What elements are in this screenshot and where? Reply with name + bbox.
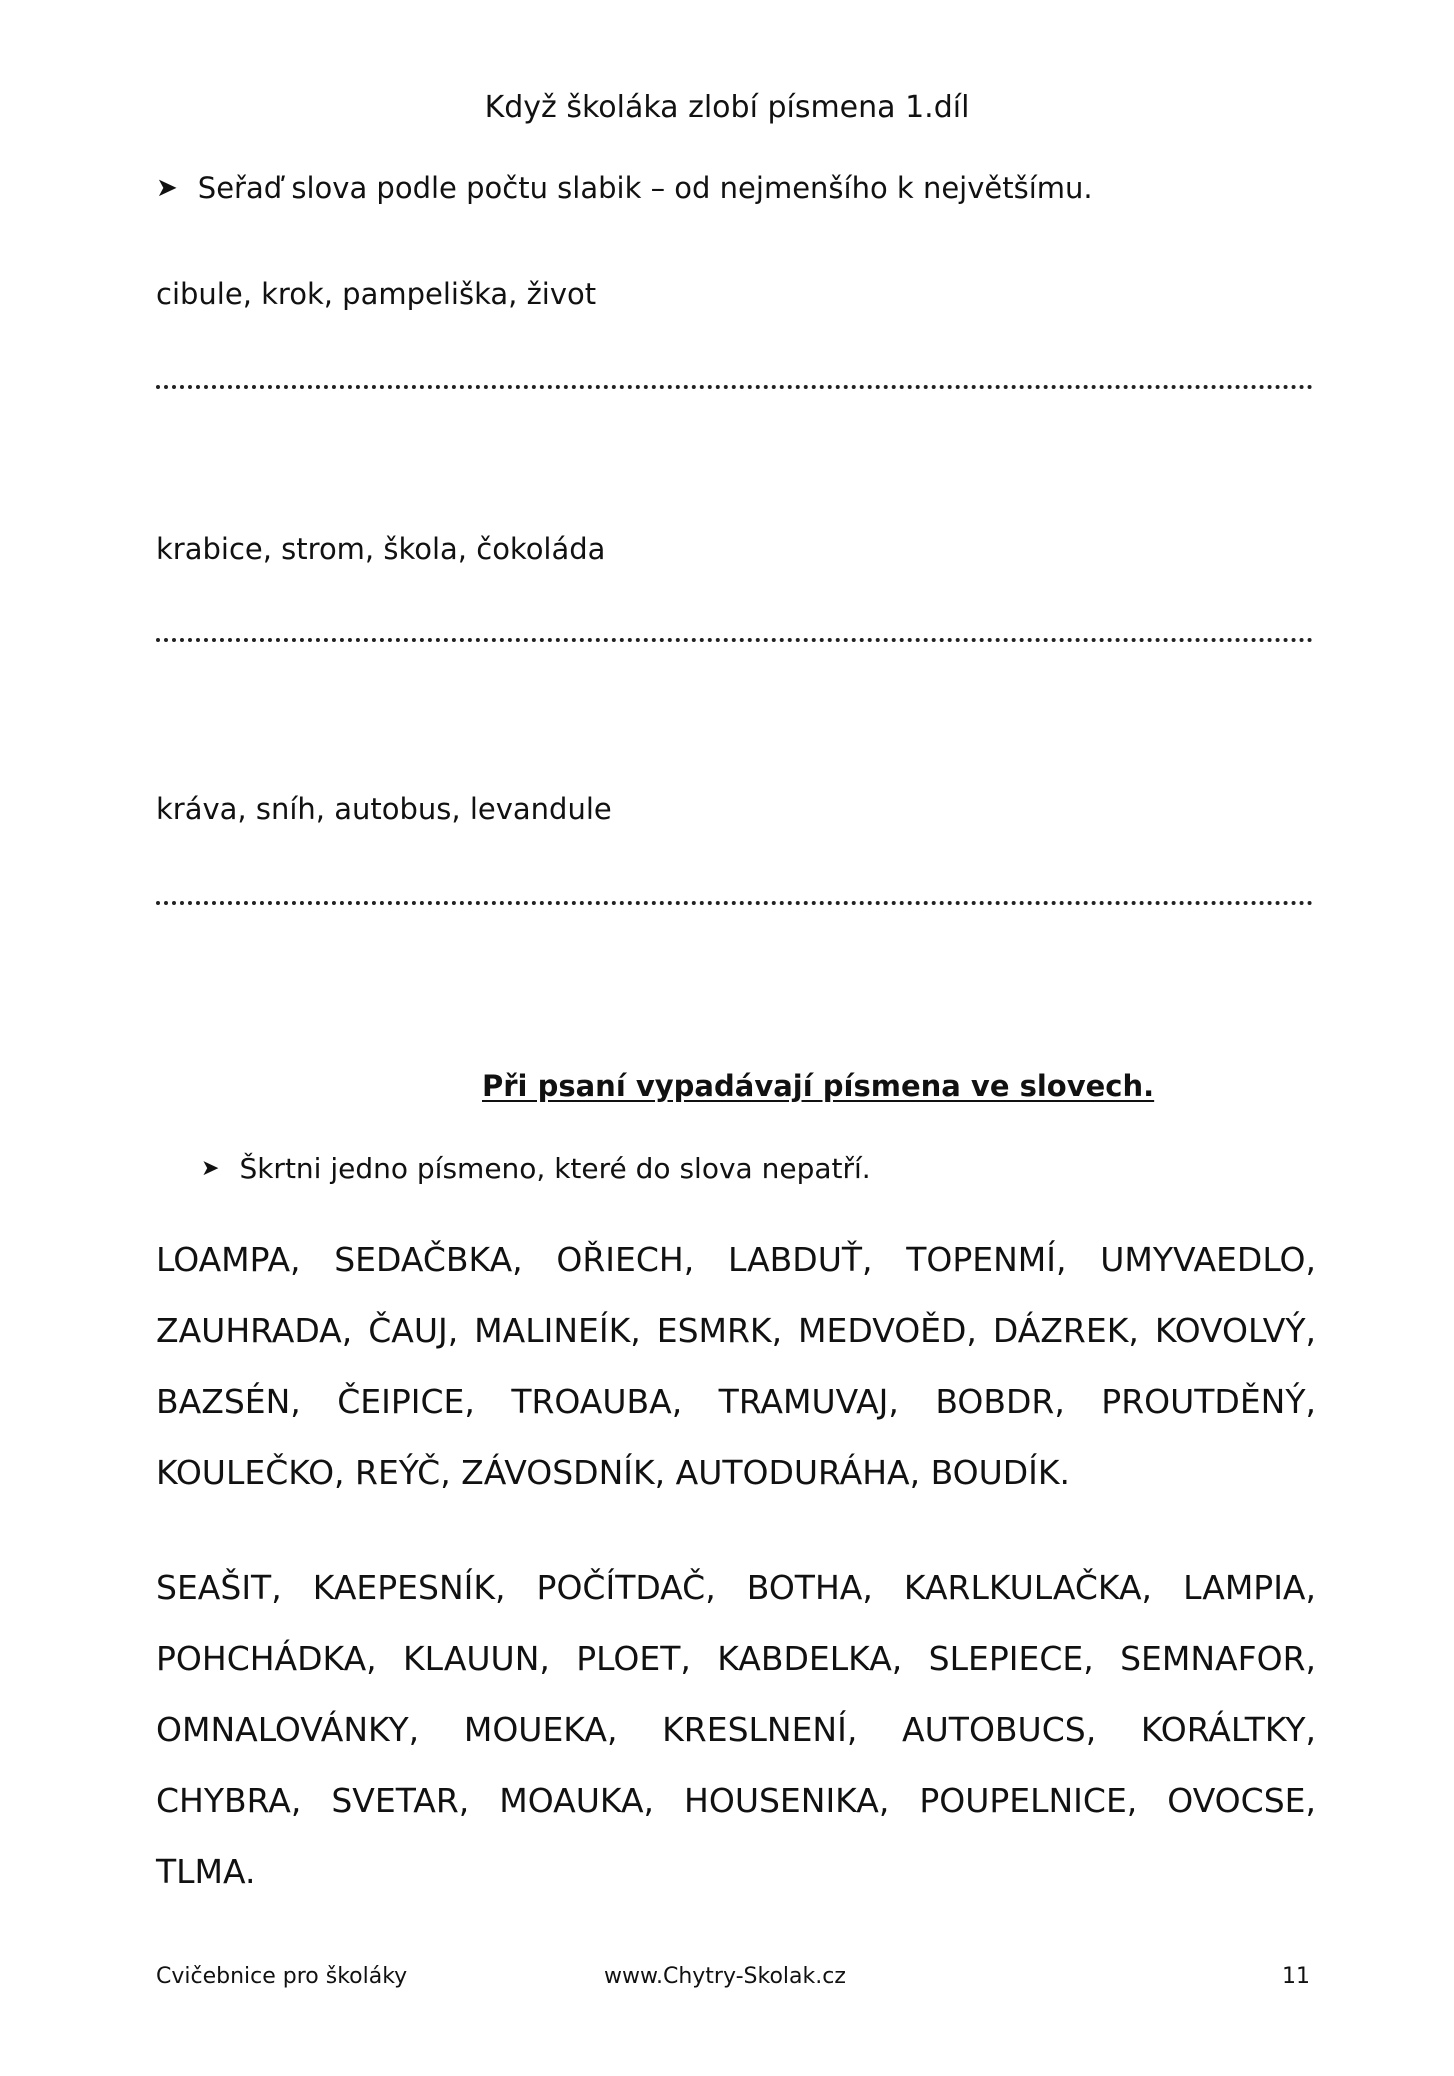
exercise-2-instruction	[201, 1149, 871, 1189]
page-title: Když školáka zlobí písmena 1.díl	[484, 90, 970, 125]
footer-website-link[interactable]: www.Chytry-Skolak.cz	[604, 1964, 846, 1989]
word-block-2: SEAŠIT, KAEPESNÍK, POČÍTDAČ, BOTHA, KARLKULAČKA, LAMPIA, POHCHÁDKA, KLAUUN, PLOET, KABDELKA, SLEPIECE, SEMNAFOR, OMNALOVÁNKY, MOUEKA, KRESLNENÍ, AUTOBUCS, KORÁLTKY, CHYBRA, SVETAR, MOAUKA, HOUSENIKA, POUPELNICE, OVOCSE, TLMA.	[156, 1568, 1316, 1891]
answer-line-2	[156, 638, 1313, 642]
word-group-1: cibule, krok, pampeliška, život	[156, 277, 597, 311]
word-group-2: krabice, strom, škola, čokoláda	[156, 532, 606, 566]
answer-line-3	[156, 901, 1313, 905]
footer-left-text: Cvičebnice pro školáky	[156, 1964, 408, 1989]
page-number: 11	[1282, 1964, 1310, 1989]
instruction-text: Seřaď slova podle počtu slabik – od nejmenšího k největšímu.	[197, 171, 1093, 205]
word-group-3: kráva, sníh, autobus, levandule	[156, 792, 612, 826]
instruction-text: Škrtni jedno písmeno, které do slova nepatří.	[239, 1152, 871, 1185]
arrowhead-bullet-icon: ➤	[201, 1156, 220, 1181]
answer-line-1	[156, 385, 1313, 389]
exercise-1-instruction	[156, 168, 1093, 208]
arrowhead-bullet-icon: ➤	[156, 173, 178, 203]
section-heading: Při psaní vypadávají písmena ve slovech.	[482, 1069, 1155, 1103]
word-block-1: LOAMPA, SEDAČBKA, OŘIECH, LABDUŤ, TOPENMÍ, UMYVAEDLO, ZAUHRADA, ČAUJ, MALINEÍK, ESMRK, MEDVOĚD, DÁZREK, KOVOLVÝ, BAZSÉN, ČEIPICE, TROAUBA, TRAMUVAJ, BOBDR, PROUTDĚNÝ, KOULEČKO, REÝČ, ZÁVOSDNÍK, AUTODURÁHA, BOUDÍK.	[156, 1240, 1316, 1492]
